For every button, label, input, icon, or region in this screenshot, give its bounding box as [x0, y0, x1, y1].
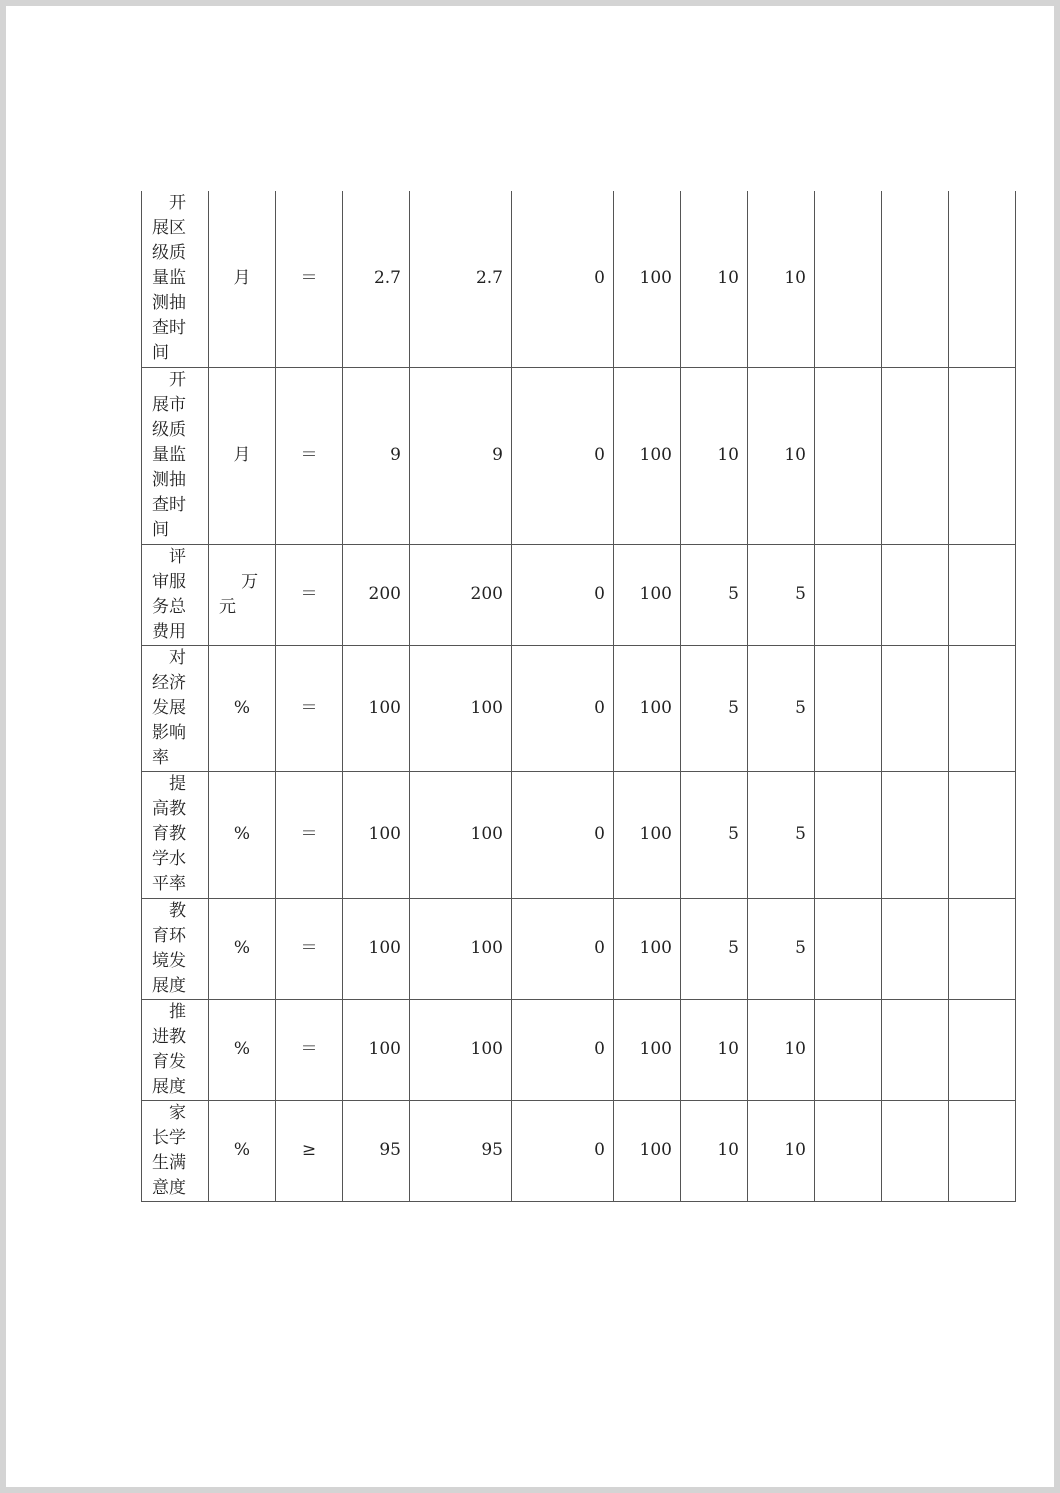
target-cell: 100 — [343, 999, 410, 1100]
percent-cell: 100 — [614, 999, 681, 1100]
empty-cell — [815, 367, 882, 544]
score-cell: 10 — [748, 191, 815, 367]
percent-cell: 100 — [614, 645, 681, 771]
zero-cell: 0 — [512, 898, 614, 999]
empty-cell — [815, 191, 882, 367]
zero-cell: 0 — [512, 771, 614, 898]
weight-cell: 10 — [681, 191, 748, 367]
unit-cell: 万元 — [209, 544, 276, 645]
weight-cell: 5 — [681, 645, 748, 771]
unit-cell: 月 — [209, 191, 276, 367]
indicator-name: 家长学生满意度 — [142, 1100, 209, 1201]
operator-cell: ＝ — [276, 771, 343, 898]
weight-cell: 5 — [681, 771, 748, 898]
target-cell: 9 — [343, 367, 410, 544]
actual-cell: 2.7 — [410, 191, 512, 367]
zero-cell: 0 — [512, 999, 614, 1100]
empty-cell — [949, 1100, 1016, 1201]
unit-cell: % — [209, 771, 276, 898]
empty-cell — [882, 367, 949, 544]
unit-cell: % — [209, 999, 276, 1100]
weight-cell: 10 — [681, 367, 748, 544]
actual-cell: 200 — [410, 544, 512, 645]
actual-cell: 100 — [410, 898, 512, 999]
indicator-name: 推进教育发展度 — [142, 999, 209, 1100]
score-cell: 5 — [748, 544, 815, 645]
table-row — [142, 191, 1016, 367]
empty-cell — [882, 544, 949, 645]
target-cell: 2.7 — [343, 191, 410, 367]
target-cell: 100 — [343, 645, 410, 771]
percent-cell: 100 — [614, 191, 681, 367]
empty-cell — [949, 898, 1016, 999]
actual-cell: 100 — [410, 999, 512, 1100]
unit-cell: % — [209, 1100, 276, 1201]
operator-cell: ＝ — [276, 191, 343, 367]
table-row — [142, 999, 1016, 1100]
empty-cell — [882, 191, 949, 367]
indicator-name: 教育环境发展度 — [142, 898, 209, 999]
empty-cell — [949, 367, 1016, 544]
empty-cell — [949, 771, 1016, 898]
unit-cell: % — [209, 645, 276, 771]
zero-cell: 0 — [512, 191, 614, 367]
operator-cell: ＝ — [276, 544, 343, 645]
target-cell: 100 — [343, 898, 410, 999]
target-cell: 100 — [343, 771, 410, 898]
operator-cell: ＝ — [276, 999, 343, 1100]
percent-cell: 100 — [614, 898, 681, 999]
empty-cell — [815, 544, 882, 645]
empty-cell — [882, 898, 949, 999]
score-cell: 10 — [748, 367, 815, 544]
percent-cell: 100 — [614, 771, 681, 898]
operator-cell: ＝ — [276, 645, 343, 771]
unit-cell: 月 — [209, 367, 276, 544]
document-page — [6, 6, 1054, 1487]
weight-cell: 5 — [681, 898, 748, 999]
score-cell: 10 — [748, 999, 815, 1100]
actual-cell: 95 — [410, 1100, 512, 1201]
table-row — [142, 544, 1016, 645]
empty-cell — [949, 645, 1016, 771]
empty-cell — [815, 898, 882, 999]
percent-cell: 100 — [614, 367, 681, 544]
empty-cell — [949, 999, 1016, 1100]
score-cell: 10 — [748, 1100, 815, 1201]
indicator-name: 开展区级质量监测抽查时间 — [142, 191, 209, 367]
empty-cell — [949, 191, 1016, 367]
indicator-name: 对经济发展影响率 — [142, 645, 209, 771]
zero-cell: 0 — [512, 645, 614, 771]
indicator-name: 开展市级质量监测抽查时间 — [142, 367, 209, 544]
percent-cell: 100 — [614, 544, 681, 645]
operator-cell: ＝ — [276, 898, 343, 999]
zero-cell: 0 — [512, 1100, 614, 1201]
empty-cell — [815, 999, 882, 1100]
table-row — [142, 367, 1016, 544]
table-row — [142, 645, 1016, 771]
percent-cell: 100 — [614, 1100, 681, 1201]
empty-cell — [882, 645, 949, 771]
empty-cell — [882, 1100, 949, 1201]
target-cell: 95 — [343, 1100, 410, 1201]
operator-cell: ≥ — [276, 1100, 343, 1201]
indicator-name: 评审服务总费用 — [142, 544, 209, 645]
empty-cell — [949, 544, 1016, 645]
weight-cell: 5 — [681, 544, 748, 645]
empty-cell — [882, 771, 949, 898]
empty-cell — [882, 999, 949, 1100]
empty-cell — [815, 1100, 882, 1201]
unit-cell: % — [209, 898, 276, 999]
actual-cell: 100 — [410, 771, 512, 898]
score-cell: 5 — [748, 771, 815, 898]
zero-cell: 0 — [512, 367, 614, 544]
indicator-name: 提高教育教学水平率 — [142, 771, 209, 898]
score-cell: 5 — [748, 645, 815, 771]
actual-cell: 9 — [410, 367, 512, 544]
weight-cell: 10 — [681, 1100, 748, 1201]
indicator-table — [141, 191, 1016, 1202]
empty-cell — [815, 645, 882, 771]
actual-cell: 100 — [410, 645, 512, 771]
score-cell: 5 — [748, 898, 815, 999]
operator-cell: ＝ — [276, 367, 343, 544]
table-row — [142, 898, 1016, 999]
empty-cell — [815, 771, 882, 898]
weight-cell: 10 — [681, 999, 748, 1100]
table-row — [142, 1100, 1016, 1201]
zero-cell: 0 — [512, 544, 614, 645]
target-cell: 200 — [343, 544, 410, 645]
table-row — [142, 771, 1016, 898]
